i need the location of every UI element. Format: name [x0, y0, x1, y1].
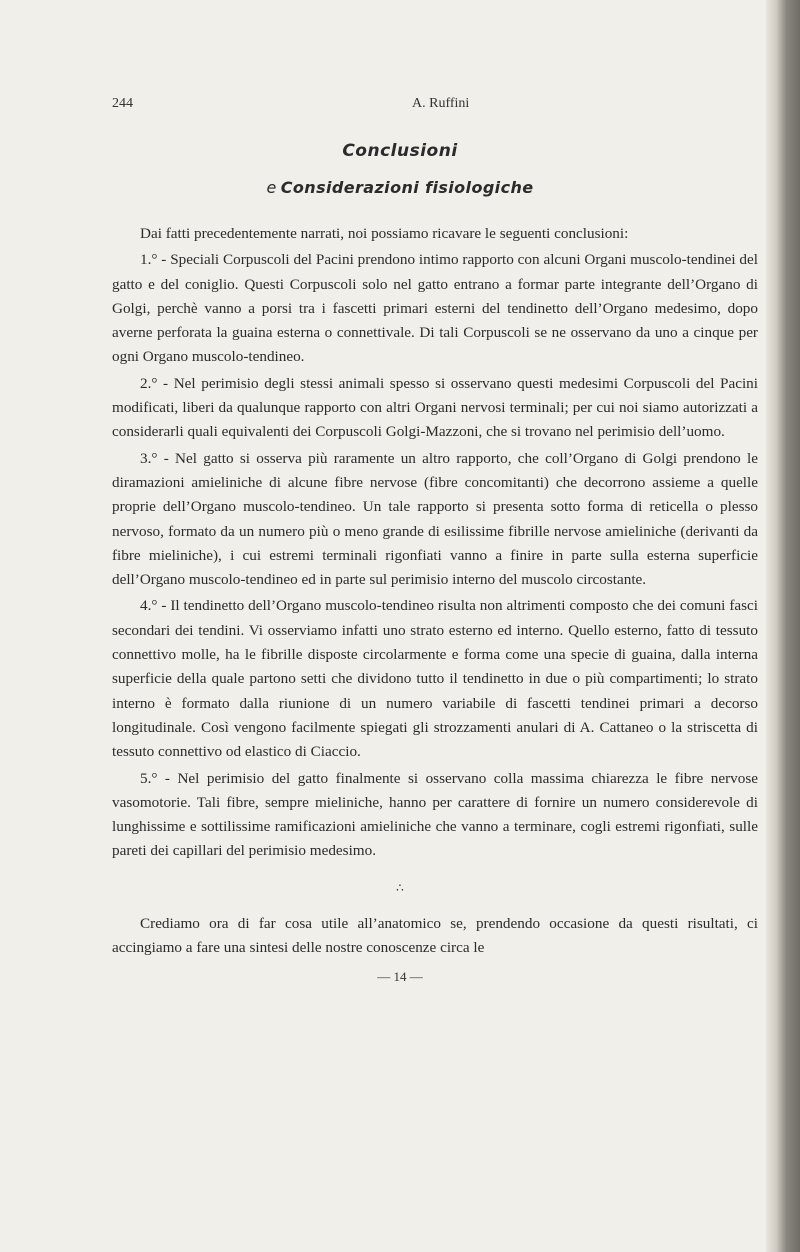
conclusion-2: 2.° - Nel perimisio degli stessi animali spesso si osservano questi medesimi Corpuscoli del Pacini modificati, liberi da qualunque rapporto con altri Organi nervosi terminali; per cui noi siamo autorizzati a considerarli quali equivalenti dei Corpuscoli Golgi-Mazzoni, che si trovano nel perimisio dell’uomo. [112, 374, 758, 441]
section-title: Conclusioni [342, 141, 458, 161]
page-footer: — 14 — [377, 969, 423, 984]
intro-paragraph: Dai fatti precedentemente narrati, noi possiamo ricavare le seguenti conclusioni: [140, 225, 629, 242]
section-subtitle [0, 178, 800, 197]
conclusion-1: 1.° - Speciali Corpuscoli del Pacini prendono intimo rapporto con alcuni Organi muscolo-tendinei del gatto e del coniglio. Questi Corpuscoli solo nel gatto entrano a formar parte integrante dell’Organo di Golgi, perchè vanno a porsi tra i fascetti primari esterni del tendinetto dell’Organo medesimo, dopo averne perforata la guaina esterna o connettivale. Di tali Corpuscoli se ne osservano da uno a cinque per ogni Organo muscolo-tendineo. [112, 251, 758, 366]
conclusion-5: 5.° - Nel perimisio del gatto finalmente si osservano colla massima chiarezza le fibre nervose vasomotorie. Tali fibre, sempre mieliniche, hanno per carattere di fornire un numero considerevole di lunghissime e sottilissime ramificazioni amieliniche che vanno a terminare, cogli estremi rigonfiati, sulle pareti dei capillari del perimisio medesimo. [112, 769, 758, 860]
conclusion-4: 4.° - Il tendinetto dell’Organo muscolo-tendineo risulta non altrimenti composto che dei comuni fasci secondari dei tendini. Vi osserviamo infatti uno strato esterno ed interno. Quello esterno, fatto di tessuto connettivo molle, ha le fibrille disposte circolarmente e forma come una specie di guaina, dalla interna superficie della quale partono setti che dividono tutto il tendinetto in due o più compartimenti; lo strato interno è formato dalla riunione di un numero variabile di fascetti tendinei primari a decorso longitudinale. Così vengono facilmente spiegati gli strozzamenti anulari di A. Cattaneo o la striscetta di tessuto connettivo od elastico di Ciaccio. [112, 597, 758, 761]
running-author: A. Ruffini [412, 96, 470, 111]
conclusion-3: 3.° - Nel gatto si osserva più raramente un altro rapporto, che coll’Organo di Golgi prendono le diramazioni amieliniche di alcune fibre nervose (fibre concomitanti) che decorrono assieme a quelle proprie dell’Organo muscolo-tendineo. Un tale rapporto si presenta sotto forma di reticella o plesso nervoso, formato da un numero più o meno grande di esilissime fibrille nervose amieliniche (derivanti da fibre mieliniche), i cui estremi terminali rigonfiati vanno a finire in parte sulla esterna superficie dell’Organo muscolo-tendineo ed in parte sul perimisio interno del muscolo circostante. [112, 449, 758, 589]
running-header [112, 96, 752, 116]
subtitle-main: Considerazioni fisiologiche [280, 178, 534, 197]
section-separator: ∴ [396, 881, 404, 895]
conclusions-body [112, 222, 758, 864]
closing-paragraph: Crediamo ora di far cosa utile all’anatomico se, prendendo occasione da questi risultati, ci accingiamo a fare una sintesi delle nostre conoscenze circa le [112, 915, 758, 957]
subtitle-prefix: e [266, 178, 277, 197]
closing-body [112, 912, 758, 961]
page-number: 244 [112, 96, 133, 111]
